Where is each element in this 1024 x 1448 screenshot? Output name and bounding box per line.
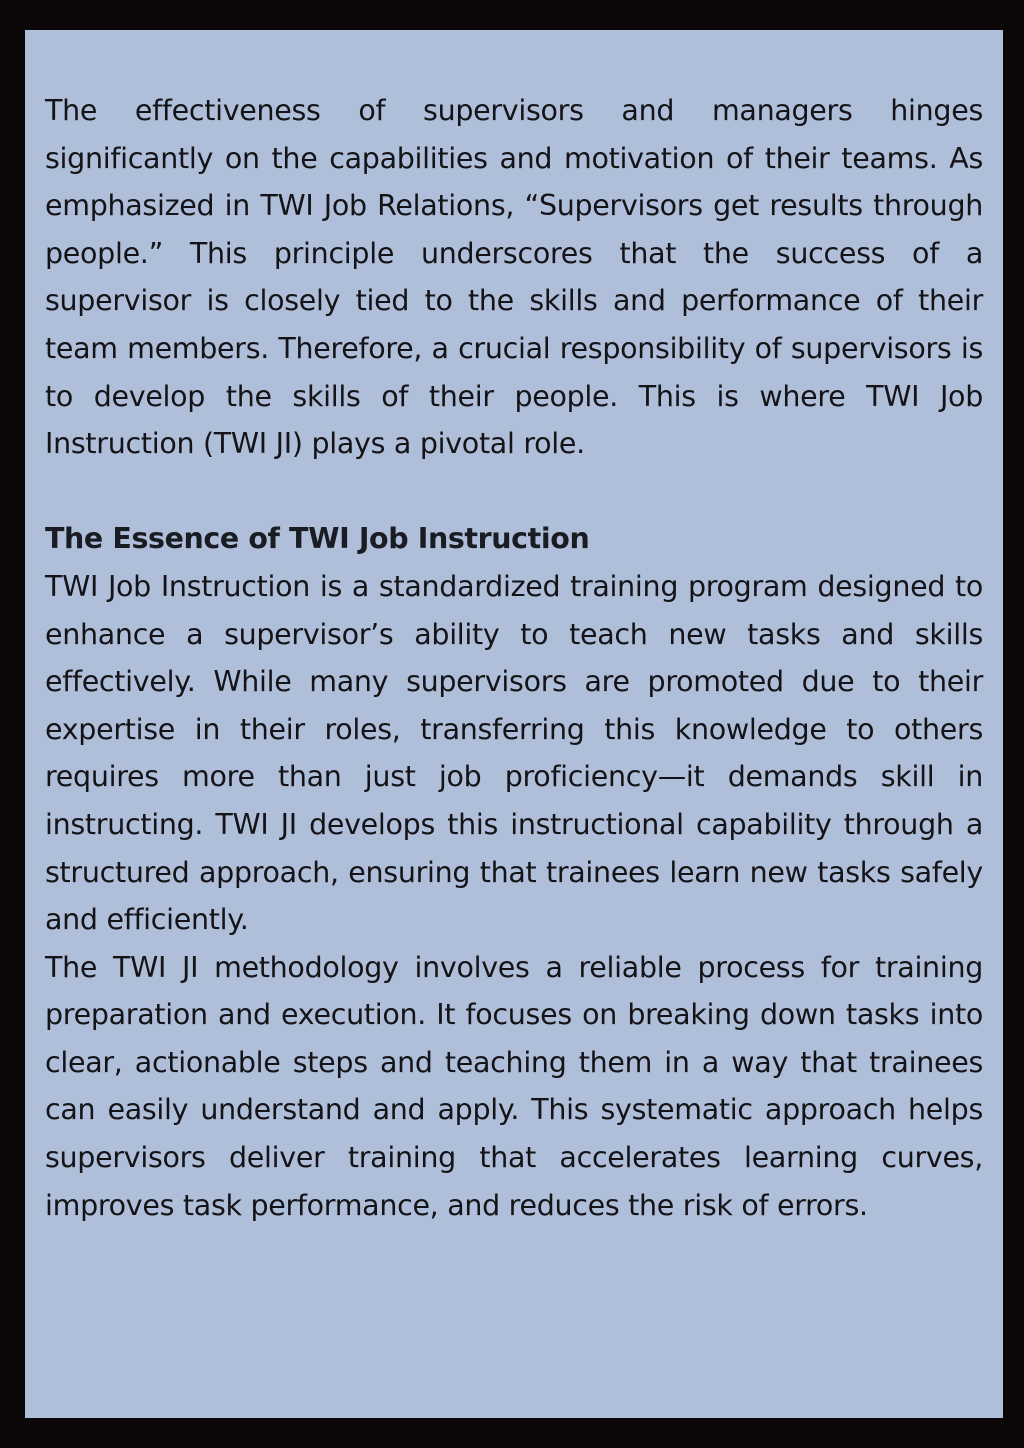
intro-paragraph: The effectiveness of supervisors and managers hinges significantly on the capabilities and motivation of their teams. As emphasized in TWI Job Relations, “Supervisors get results through people.” This principle underscores that the success of a supervisor is closely tied to the skills and performance of their team members. Therefore, a crucial responsibility of supervisors is to develop the skills of their people. This is where TWI Job Instruction (TWI JI) plays a pivotal role. [45, 94, 983, 461]
body-paragraph-2: The TWI JI methodology involves a reliable process for training preparation and execution. It focuses on breaking down tasks into clear, actionable steps and teaching them in a way that trainees can easily understand and apply. This systematic approach helps supervisors deliver training that accelerates learning curves, improves task performance, and reduces the risk of errors. [45, 950, 983, 1222]
body-paragraph-1: TWI Job Instruction is a standardized training program designed to enhance a supervisor’s ability to teach new tasks and skills effectively. While many supervisors are promoted due to their expertise in their roles, transferring this knowledge to others requires more than just job proficiency—it demands skill in instructing. TWI JI develops this instructional capability through a structured approach, ensuring that trainees learn new tasks safely and efficiently. [45, 569, 983, 937]
paragraph-spacer [45, 468, 983, 516]
section-heading: The Essence of TWI Job Instruction [45, 522, 590, 556]
content-panel [25, 30, 1003, 1418]
